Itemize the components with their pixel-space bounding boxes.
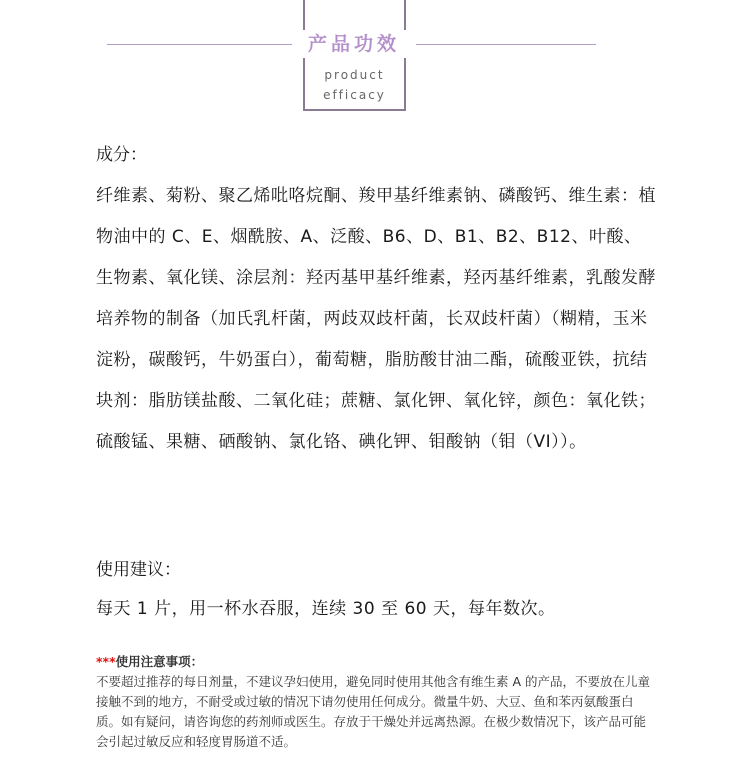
ingredients-text: 纤维素、菊粉、聚乙烯吡咯烷酮、羧甲基纤维素钠、磷酸钙、维生素：植物油中的 C、E、烟酰胺、A、泛酸、B6、D、B1、B2、B12、叶酸、生物素、氧化镁、涂层剂：羟丙基甲基纤维素，羟丙基纤维素，乳酸发酵培养物的制备（加氏乳杆菌，两歧双歧杆菌，长双歧杆菌）（糊精，玉米淀粉，碳酸钙，牛奶蛋白），葡萄糖，脂肪酸甘油二酯，硫酸亚铁，抗结块剂：脂肪镁盐酸、二氧化硅；蔗糖、氯化钾、氧化锌，颜色：氧化铁；硫酸锰、果糖、硒酸钠、氯化铬、碘化钾、钼酸钠（钼（VI））。	[96, 186, 656, 452]
header-divider-left	[107, 44, 292, 45]
notice-block	[96, 652, 652, 752]
section-header	[0, 0, 750, 120]
usage-heading: 使用建议：	[96, 560, 181, 580]
section-title-en-line1: product	[324, 68, 385, 82]
notice-heading: 使用注意事项：	[115, 654, 204, 669]
ingredients-heading: 成分：	[96, 145, 147, 165]
section-title-en-line2: efficacy	[323, 88, 386, 102]
header-divider-right	[416, 44, 596, 45]
notice-text: 不要超过推荐的每日剂量，不建议孕妇使用，避免同时使用其他含有维生素 A 的产品，不要放在儿童接触不到的地方，不耐受或过敏的情况下请勿使用任何成分。微量牛奶、大豆、鱼和苯丙氨酸蛋白质。如有疑问，请咨询您的药剂师或医生。存放于干燥处并远离热源。在极少数情况下，该产品可能会引起过敏反应和轻度胃肠道不适。	[96, 674, 650, 749]
notice-heading-row	[96, 652, 652, 670]
section-title-cn: 产品功效	[292, 30, 416, 58]
notice-stars: ***	[96, 654, 116, 669]
usage-text: 每天 1 片，用一杯水吞服，连续 30 至 60 天，每年数次。	[96, 599, 556, 619]
